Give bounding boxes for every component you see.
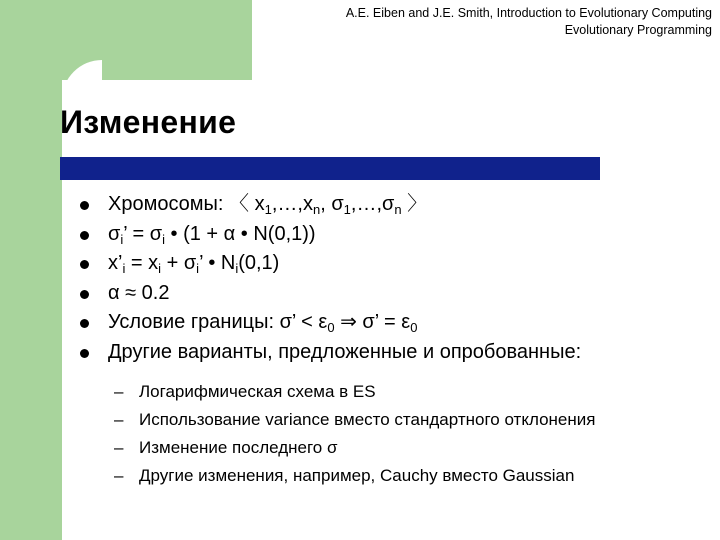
sub-bullet-text: Логарифмическая схема в ES — [139, 382, 376, 401]
slide-header — [346, 5, 712, 39]
bullet-text: Условие границы: σ’ < $\varepsilon_0$ ⇒ σ’ = $\varepsilon_0$ — [108, 311, 418, 335]
sub-bullet-item — [114, 434, 595, 462]
sub-bullet-item — [114, 462, 595, 490]
title-underline-bar — [60, 157, 600, 180]
header-line-1: A.E. Eiben and J.E. Smith, Introduction to Evolutionary Computing — [345, 6, 712, 20]
header-line-2: Evolutionary Programming — [564, 23, 712, 37]
sub-bullet-list — [114, 378, 595, 490]
bullet-dot-icon — [80, 290, 89, 299]
slide-title: Изменение — [60, 104, 237, 140]
sub-bullet-item — [114, 378, 595, 406]
bullet-text: $\sigma_i$’ = $\sigma_i$ • (1 + α • N(0,1)) — [108, 222, 316, 247]
bullet-text: $x’_i = x_i + \sigma_i$’ • $N_i(0,1)$ — [108, 252, 280, 276]
bullet-dot-icon — [80, 201, 89, 210]
bullet-item — [80, 338, 581, 368]
bullet-item — [80, 279, 581, 309]
bullet-item — [80, 308, 581, 338]
sub-bullet-text: Изменение последнего σ — [139, 438, 338, 457]
bullet-item — [80, 190, 581, 220]
bullet-dot-icon — [80, 349, 89, 358]
bullet-dot-icon — [80, 231, 89, 240]
dash-icon: – — [114, 466, 124, 485]
dash-icon: – — [114, 438, 124, 457]
sub-bullet-text: Использование variance вместо стандартного отклонения — [139, 410, 596, 429]
dash-icon: – — [114, 410, 124, 429]
bullet-dot-icon — [80, 260, 89, 269]
dash-icon: – — [114, 382, 124, 401]
bullet-text: α ≈ 0.2 — [108, 281, 170, 304]
sub-bullet-text: Другие изменения, например, Cauchy вместо Gaussian — [139, 466, 575, 485]
bullet-text: Хромосомы: 〈 $x_1,\dots,x_n$, $\sigma_1,\dots,\sigma_n$ 〉 — [108, 193, 428, 217]
bullet-dot-icon — [80, 319, 89, 328]
bullet-item — [80, 249, 581, 279]
sub-bullet-item — [114, 406, 595, 434]
green-left-bar — [0, 60, 62, 540]
bullet-list — [80, 190, 581, 367]
bullet-item — [80, 220, 581, 250]
bullet-text: Другие варианты, предложенные и опробованные: — [108, 340, 582, 363]
